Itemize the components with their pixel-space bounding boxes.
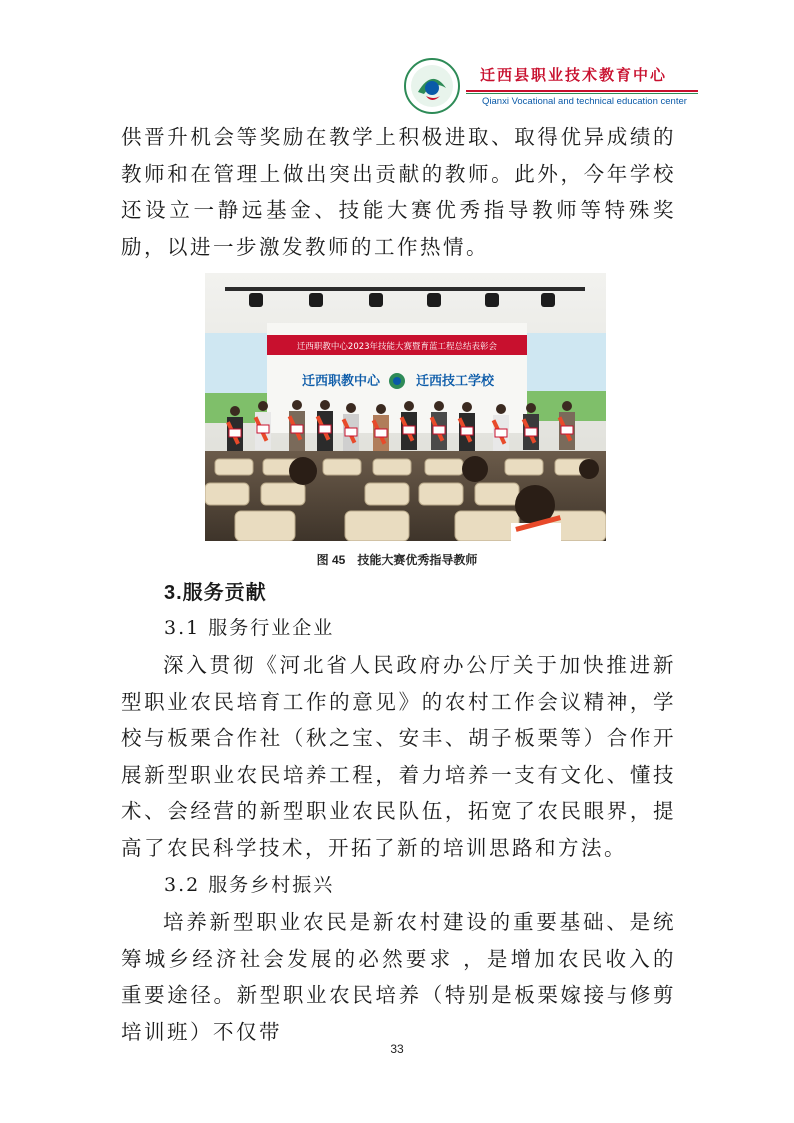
header-rule-green xyxy=(466,93,698,94)
school-name-english: Qianxi Vocational and technical education center xyxy=(482,96,687,107)
page-number: 33 xyxy=(390,1042,404,1056)
subsection-heading-rural: 3.2 服务乡村振兴 xyxy=(164,874,335,896)
school-name: 迁西县职业技术教育中心 xyxy=(480,66,668,84)
figure-caption xyxy=(0,551,794,568)
paragraph-rural-revitalization: 培养新型职业农民是新农村建设的重要基础、是统筹城乡经济社会发展的必然要求 ，是增加农民收入的重要途径。新型职业农民培养（特别是板栗嫁接与修剪培训班）不仅带 xyxy=(121,910,676,1044)
paragraph-industry-service: 深入贯彻《河北省人民政府办公厅关于加快推进新型职业农民培育工作的意见》的农村工作会议精神，学校与板栗合作社（秋之宝、安丰、胡子板栗等）合作开展新型职业农民培养工程，着力培养一支有文化、懂技术、会经营的新型职业农民队伍，拓宽了农民眼界，提高了农民科学技术，开拓了新的培训思路和方法。 xyxy=(121,653,676,860)
header-rule-red xyxy=(466,90,698,92)
ceremony-illustration xyxy=(205,273,606,541)
paragraph-incentives: 供晋升机会等奖励在教学上积极进取、取得优异成绩的教师和在管理上做出突出贡献的教师。此外，今年学校还设立一静远基金、技能大赛优秀指导教师等特殊奖励，以进一步激发教师的工作热情。 xyxy=(121,125,676,259)
stage-sign-right: 迁西技工学校 xyxy=(415,374,495,389)
stage-sign-left: 迁西职教中心 xyxy=(301,374,381,389)
figure-title: 技能大赛优秀指导教师 xyxy=(357,553,478,567)
award-ceremony-photo xyxy=(205,273,606,541)
section-heading: 3.服务贡献 xyxy=(164,582,267,604)
school-logo-icon xyxy=(404,58,460,114)
figure-number: 图 45 xyxy=(316,553,346,567)
stage-banner-text: 迁西职教中心2023年技能大赛暨育蓝工程总结表彰会 xyxy=(296,342,498,352)
subsection-heading-industry: 3.1 服务行业企业 xyxy=(164,617,335,639)
page-header xyxy=(404,58,696,116)
